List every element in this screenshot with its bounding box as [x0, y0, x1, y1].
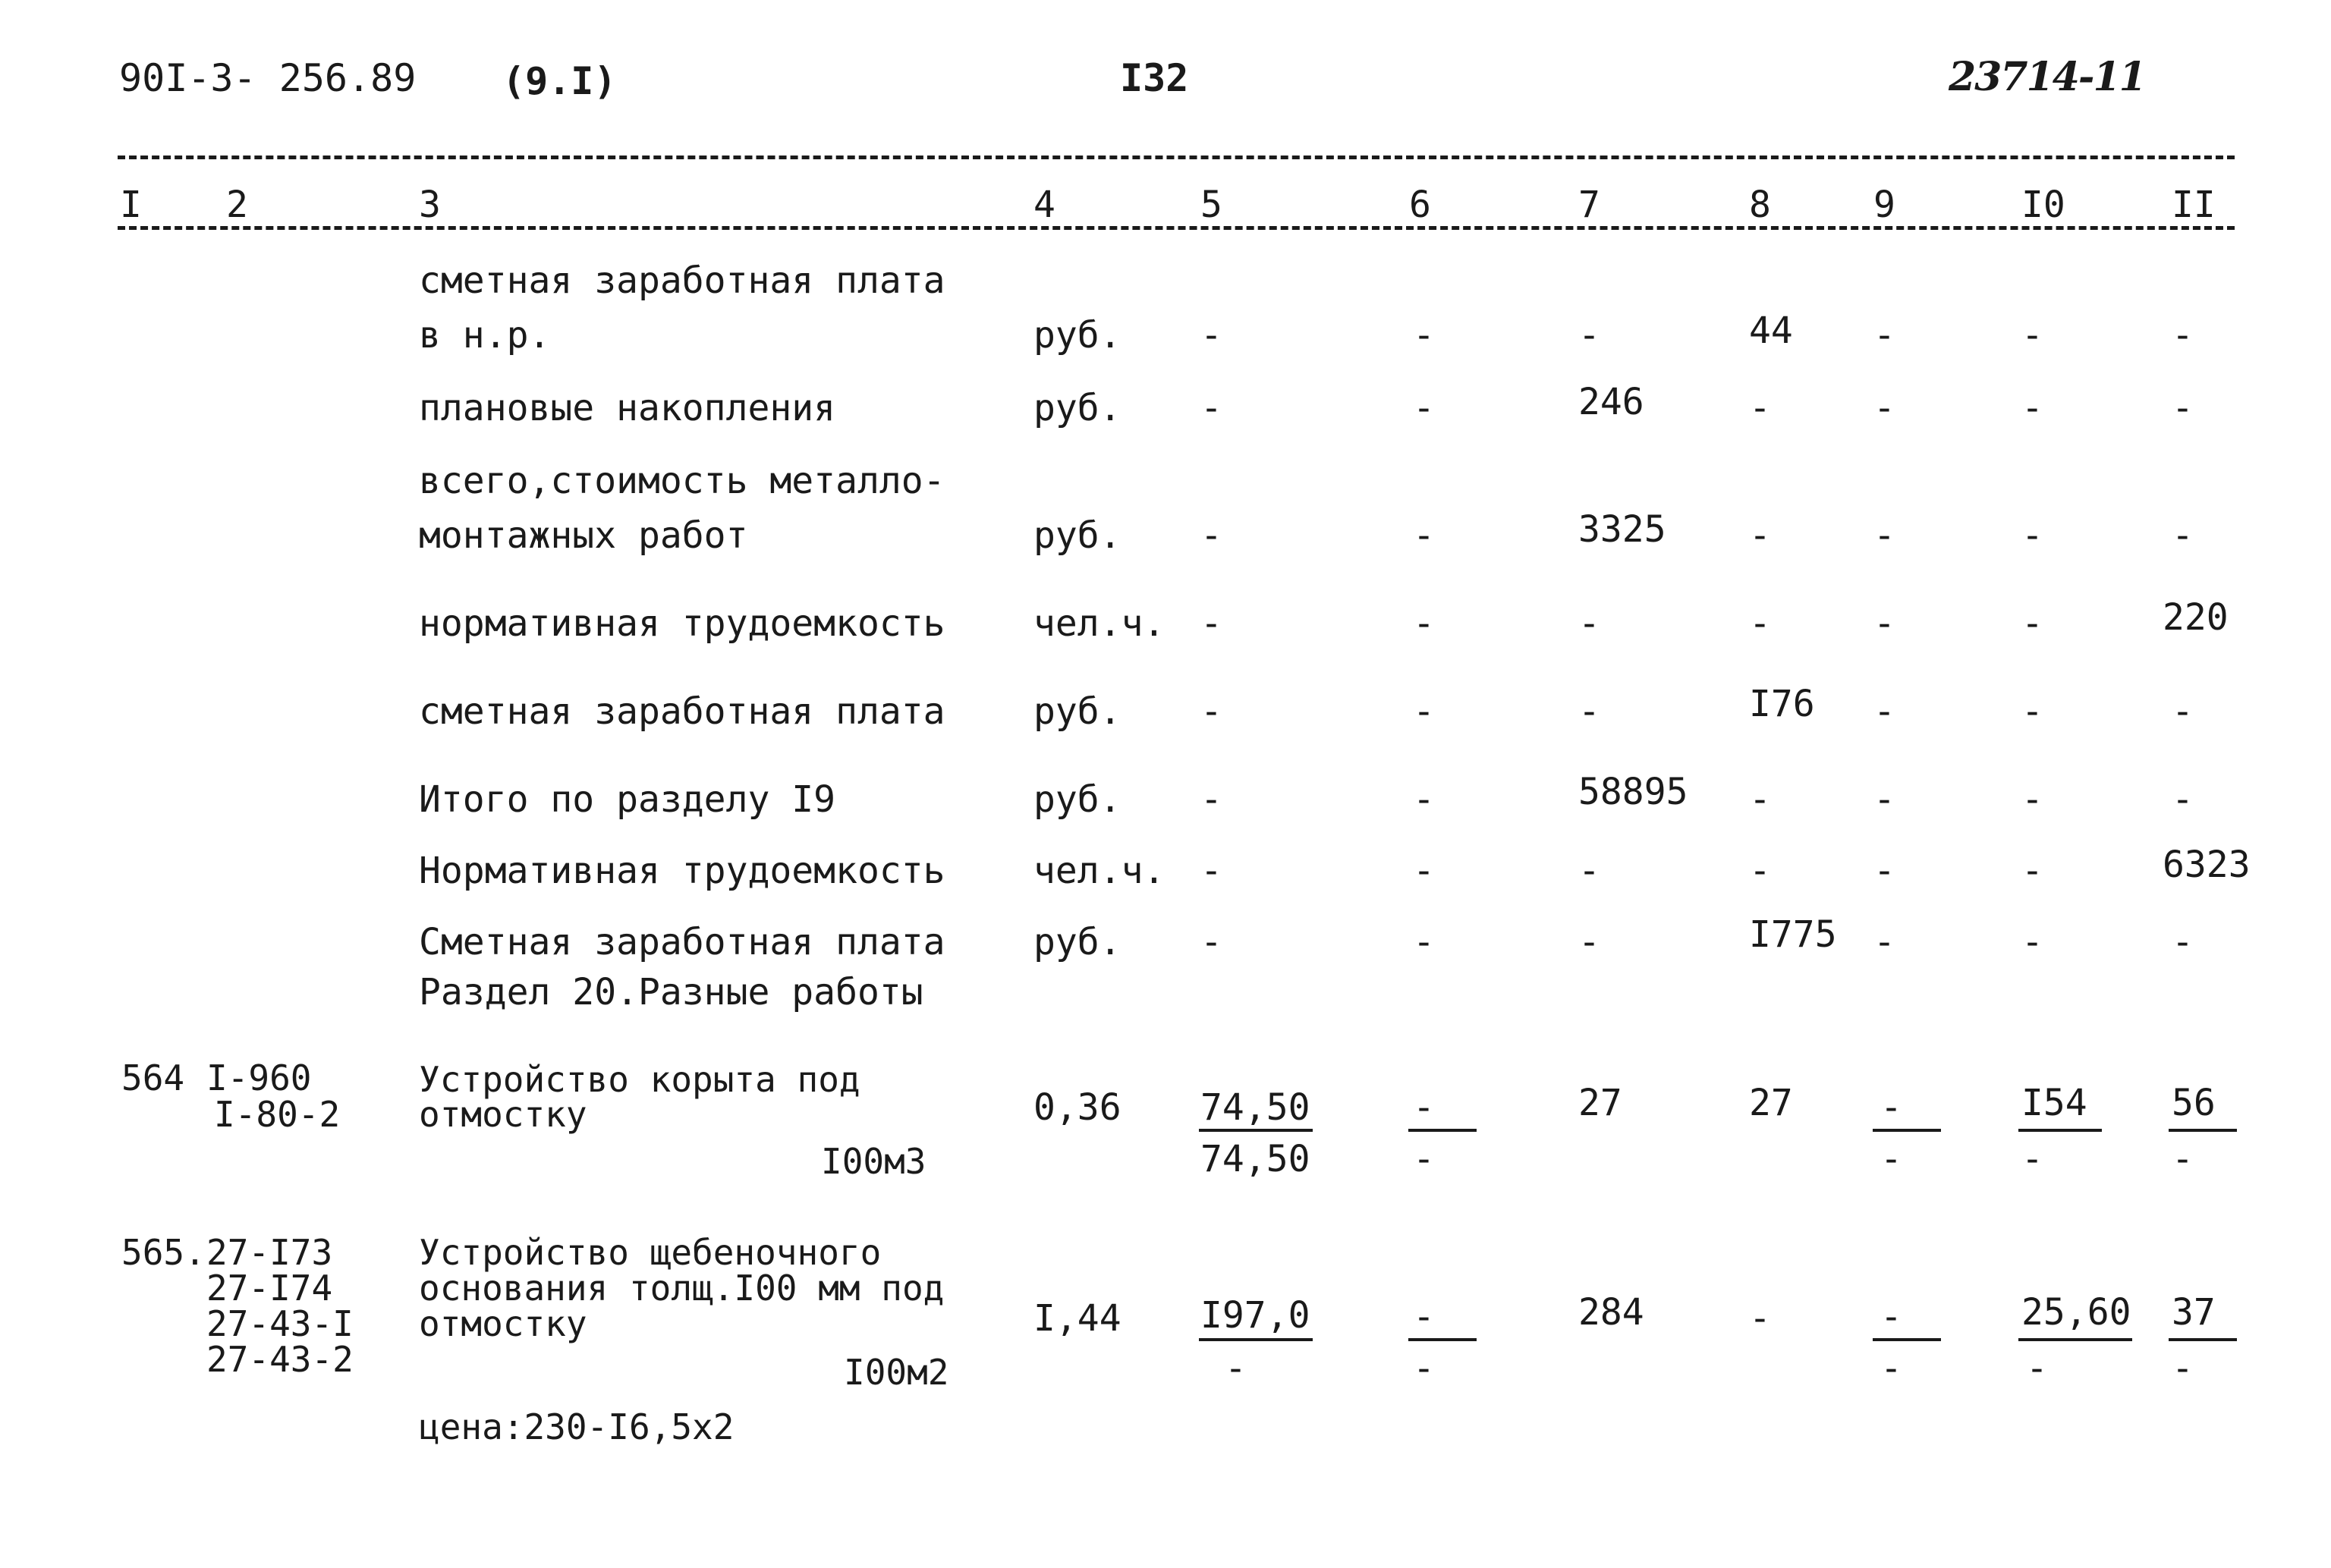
cell-col11: -	[2172, 921, 2194, 963]
cell-col7: 284	[1578, 1291, 1644, 1334]
cell-col10: -	[2021, 314, 2043, 357]
cell-col9-underline	[1873, 1129, 1941, 1132]
cell-col5-top: 74,50	[1200, 1086, 1310, 1129]
item-number: 564	[121, 1057, 185, 1098]
cell-col5: -	[1200, 314, 1222, 357]
cell-col10: -	[2021, 690, 2043, 733]
column-header-1: I	[120, 184, 142, 226]
cell-col5: -	[1200, 850, 1222, 892]
cell-col7: 27	[1578, 1082, 1622, 1124]
cell-col9-top: -	[1880, 1086, 1902, 1129]
cell-col9-top: -	[1880, 1296, 1902, 1338]
item-description: Устройство щебеночного	[419, 1232, 882, 1273]
row-description: Итого по разделу I9	[419, 778, 836, 821]
item-code: 27-I73	[206, 1232, 333, 1273]
cell-col5: -	[1200, 778, 1222, 821]
cell-col10-bottom: -	[2026, 1347, 2048, 1390]
cell-col11: -	[2172, 314, 2194, 357]
row-unit: чел.ч.	[1033, 602, 1166, 645]
cell-col10: -	[2021, 921, 2043, 963]
cell-col8: I76	[1749, 683, 1815, 725]
item-quantity: I,44	[1033, 1297, 1121, 1340]
header-bottom-rule	[118, 226, 2235, 230]
price-note: цена:230-I6,5х2	[419, 1406, 735, 1447]
cell-col8: -	[1749, 514, 1771, 557]
row-unit: чел.ч.	[1033, 850, 1166, 892]
cell-col5-bottom: 74,50	[1200, 1138, 1310, 1180]
cell-col6: -	[1413, 387, 1435, 429]
item-description: Устройство корыта под	[419, 1059, 860, 1100]
cell-col8: -	[1749, 387, 1771, 429]
column-header-11: II	[2172, 184, 2216, 226]
cell-col10: -	[2021, 850, 2043, 892]
cell-col5: -	[1200, 602, 1222, 645]
cell-col10: -	[2021, 514, 2043, 557]
row-description: Сметная заработная плата	[419, 921, 945, 963]
cell-col6-top: -	[1413, 1296, 1435, 1338]
cell-col8: -	[1749, 602, 1771, 645]
cell-col11-bottom: -	[2172, 1138, 2194, 1180]
column-header-10: I0	[2021, 184, 2065, 226]
row-unit: руб.	[1033, 921, 1121, 963]
cell-col11-underline	[2169, 1129, 2237, 1132]
cell-col8: -	[1749, 1297, 1771, 1340]
item-code: I-80-2	[214, 1094, 341, 1135]
cell-col9: -	[1873, 314, 1895, 357]
cell-col6: -	[1413, 690, 1435, 733]
cell-col10-top: 25,60	[2021, 1291, 2131, 1334]
cell-col11-top: 56	[2172, 1082, 2216, 1124]
item-measure-unit: I00м3	[821, 1141, 926, 1182]
cell-col7: 58895	[1578, 771, 1688, 813]
cell-col6-bottom: -	[1413, 1138, 1435, 1180]
cell-col10-top: I54	[2021, 1082, 2087, 1124]
cell-col7: -	[1578, 602, 1600, 645]
item-code: I-960	[206, 1057, 312, 1098]
cell-col5: -	[1200, 690, 1222, 733]
cell-col6-bottom: -	[1413, 1347, 1435, 1390]
cell-col6: -	[1413, 314, 1435, 357]
cell-col9: -	[1873, 514, 1895, 557]
cell-col6: -	[1413, 602, 1435, 645]
column-header-3: 3	[419, 184, 441, 226]
section-title: Раздел 20.Разные работы	[419, 971, 923, 1013]
cell-col7: 246	[1578, 381, 1644, 423]
cell-col8: 44	[1749, 310, 1793, 352]
cell-col5-top: I97,0	[1200, 1294, 1310, 1337]
cell-col11: -	[2172, 387, 2194, 429]
cell-col6-underline	[1408, 1129, 1477, 1132]
row-description: монтажных работ	[419, 514, 748, 557]
cell-col6: -	[1413, 921, 1435, 963]
handwritten-number: 23714-11	[1949, 54, 2145, 100]
cell-col9: -	[1873, 690, 1895, 733]
cell-col6: -	[1413, 514, 1435, 557]
row-description: в н.р.	[419, 314, 551, 357]
cell-col5-underline	[1199, 1129, 1313, 1132]
cell-col5: -	[1200, 387, 1222, 429]
row-description: нормативная трудоемкость	[419, 602, 945, 645]
cell-col11-bottom: -	[2172, 1347, 2194, 1390]
cell-col6-underline	[1408, 1338, 1477, 1341]
row-description: сметная заработная плата	[419, 690, 945, 733]
column-header-5: 5	[1200, 184, 1222, 226]
cell-col9: -	[1873, 602, 1895, 645]
row-unit: руб.	[1033, 387, 1121, 429]
cell-col9: -	[1873, 387, 1895, 429]
item-code: 27-43-I	[206, 1303, 354, 1344]
document-code: 90I-3- 256.89	[119, 56, 417, 100]
row-unit: руб.	[1033, 690, 1121, 733]
row-description: всего,стоимость металло-	[419, 460, 945, 502]
row-description: сметная заработная плата	[419, 259, 945, 302]
cell-col11: 6323	[2163, 844, 2251, 886]
cell-col10-bottom: -	[2021, 1138, 2043, 1180]
cell-col9-bottom: -	[1880, 1347, 1902, 1390]
item-code: 27-43-2	[206, 1339, 354, 1380]
cell-col7: -	[1578, 690, 1600, 733]
cell-col9: -	[1873, 921, 1895, 963]
item-measure-unit: I00м2	[844, 1352, 949, 1393]
cell-col10: -	[2021, 387, 2043, 429]
cell-col9-bottom: -	[1880, 1138, 1902, 1180]
column-header-7: 7	[1578, 184, 1600, 226]
cell-col11-underline	[2169, 1338, 2237, 1341]
cell-col9: -	[1873, 850, 1895, 892]
section-code: (9.I)	[502, 59, 617, 103]
column-header-2: 2	[226, 184, 248, 226]
cell-col8: I775	[1749, 913, 1837, 956]
item-number: 565.	[121, 1232, 206, 1273]
cell-col8: 27	[1749, 1082, 1793, 1124]
cell-col5: -	[1200, 921, 1222, 963]
cell-col7: -	[1578, 314, 1600, 357]
cell-col11-top: 37	[2172, 1291, 2216, 1334]
column-header-4: 4	[1033, 184, 1055, 226]
item-description: отмостку	[419, 1094, 587, 1135]
cell-col10-underline	[2018, 1338, 2132, 1341]
row-unit: руб.	[1033, 514, 1121, 557]
cell-col6: -	[1413, 850, 1435, 892]
cell-col8: -	[1749, 850, 1771, 892]
row-unit: руб.	[1033, 314, 1121, 357]
row-description: плановые накопления	[419, 387, 836, 429]
cell-col11: -	[2172, 514, 2194, 557]
cell-col7: -	[1578, 921, 1600, 963]
column-header-8: 8	[1749, 184, 1771, 226]
cell-col7: -	[1578, 850, 1600, 892]
cell-col5: -	[1200, 514, 1222, 557]
header-top-rule	[118, 156, 2235, 159]
cell-col7: 3325	[1578, 508, 1666, 551]
item-quantity: 0,36	[1033, 1086, 1121, 1129]
cell-col5-bottom: -	[1225, 1347, 1247, 1390]
item-code: 27-I74	[206, 1268, 333, 1309]
cell-col6: -	[1413, 778, 1435, 821]
cell-col11: -	[2172, 690, 2194, 733]
page-number: I32	[1120, 56, 1189, 100]
cell-col6-top: -	[1413, 1086, 1435, 1129]
column-header-6: 6	[1409, 184, 1431, 226]
row-unit: руб.	[1033, 778, 1121, 821]
item-description: основания толщ.I00 мм под	[419, 1268, 945, 1309]
cell-col11: 220	[2163, 596, 2229, 639]
column-header-9: 9	[1873, 184, 1895, 226]
row-description: Нормативная трудоемкость	[419, 850, 945, 892]
cell-col8: -	[1749, 778, 1771, 821]
cell-col10: -	[2021, 602, 2043, 645]
item-description: отмостку	[419, 1303, 587, 1344]
cell-col11: -	[2172, 778, 2194, 821]
cell-col5-underline	[1199, 1338, 1313, 1341]
cell-col10: -	[2021, 778, 2043, 821]
cell-col9: -	[1873, 778, 1895, 821]
cell-col9-underline	[1873, 1338, 1941, 1341]
cell-col10-underline	[2018, 1129, 2102, 1132]
